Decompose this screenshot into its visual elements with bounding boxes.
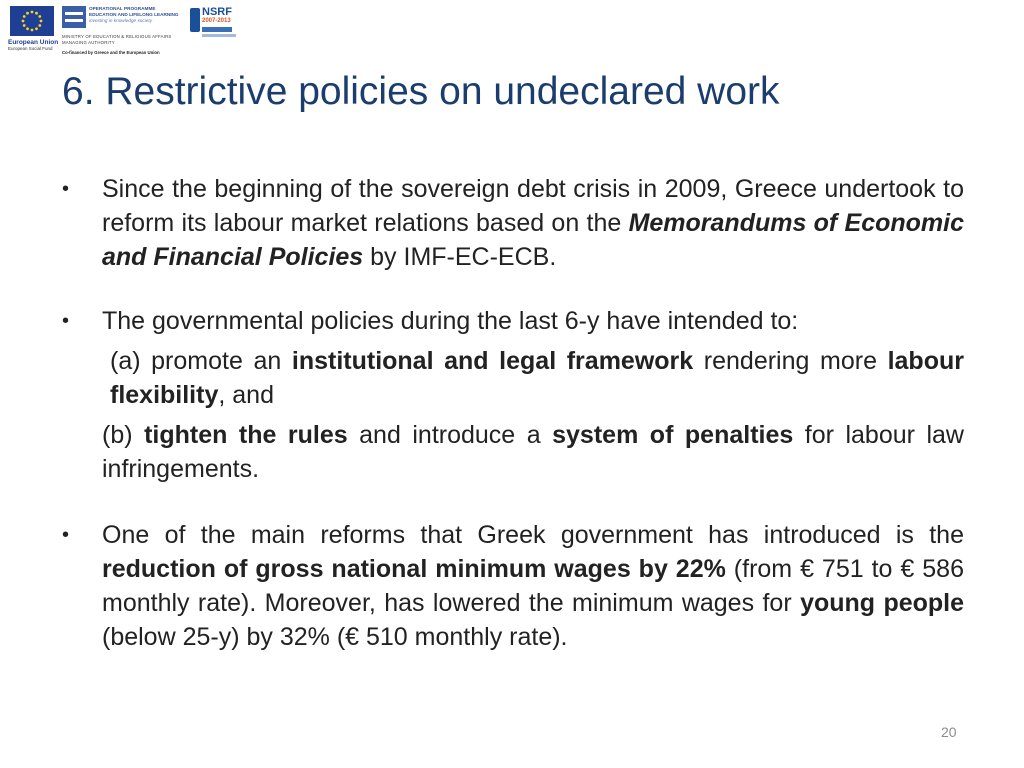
logo-banner [4,4,238,56]
nsrf-years: 2007-2013 [202,18,231,24]
bullet-icon: • [62,310,70,332]
eu-flag-icon [10,6,54,36]
cofinanced-label: Co-financed by Greece and the European Union [62,50,160,55]
p2-intro: The governmental policies during the last 6-y have intended to: [102,307,799,335]
slide-title: 6. Restrictive policies on undeclared work [62,70,780,113]
p1-text-1: Since the beginning of the sovereign debt crisis in 2009, Greece undertook to reform its labour market relations based on the [102,175,964,237]
p2-sub-b [102,418,964,486]
p2-a-text-2: rendering more [693,347,888,375]
bullet-icon: • [62,524,70,546]
p3-text-1: One of the main reforms that Greek government has introduced is the [102,521,964,549]
op-book-icon [62,6,86,28]
op-line-2: EDUCATION AND LIFELONG LEARNING [89,12,179,17]
p3-reduction: reduction of gross national minimum wages by 22% [102,555,726,583]
managing-authority-label: MANAGING AUTHORITY [62,39,115,45]
p2-b-text-2: and introduce a [347,421,553,449]
p2-b-penalties: system of penalties [552,421,794,449]
bullet-debt-crisis [62,172,964,274]
p1-text-2: by IMF-EC-ECB. [363,243,557,271]
p1-memorandums: Memorandums of Economic and Financial Policies [102,209,964,271]
slide-body [62,172,964,654]
op-line-1: OPERATIONAL PROGRAMME [89,6,156,11]
p3-text-3: (below 25-y) by 32% (€ 510 monthly rate). [102,623,568,651]
eu-label: European Union [8,39,59,46]
p3-text-2: (from € 751 to € 586 monthly rate). Moreover, has lowered the minimum wages for [102,555,964,617]
eu-logo [8,6,58,56]
operational-programme-logo [62,6,182,56]
p2-a-text-3: , and [218,381,274,409]
bullet-icon: • [62,178,70,200]
nsrf-mark-icon [190,8,200,32]
eu-sub-label: European Social Fund [8,46,53,51]
op-line-3: investing in knowledge society [89,18,153,23]
p2-a-flexibility: labour flexibility [110,347,964,409]
p2-b-text-1: (b) [102,421,145,449]
p2-b-text-3: for labour law infringements. [102,421,964,483]
p2-a-institutional: institutional and legal framework [291,347,694,375]
page-number: 20 [941,724,957,740]
p2-b-tighten: tighten the rules [144,421,348,449]
ministry-label: MINISTRY OF EDUCATION & RELIGIOUS AFFAIRS [62,34,172,39]
nsrf-bar-secondary-icon [202,34,236,37]
bullet-governmental-policies [62,304,964,486]
p3-young-people: young people [800,589,965,617]
nsrf-bar-icon [202,27,232,32]
p2-a-text-1: (a) promote an [110,347,292,375]
bullet-minimum-wages [62,518,964,654]
nsrf-logo [190,6,238,42]
p2-sub-a [102,344,964,412]
nsrf-title: NSRF [202,6,232,18]
